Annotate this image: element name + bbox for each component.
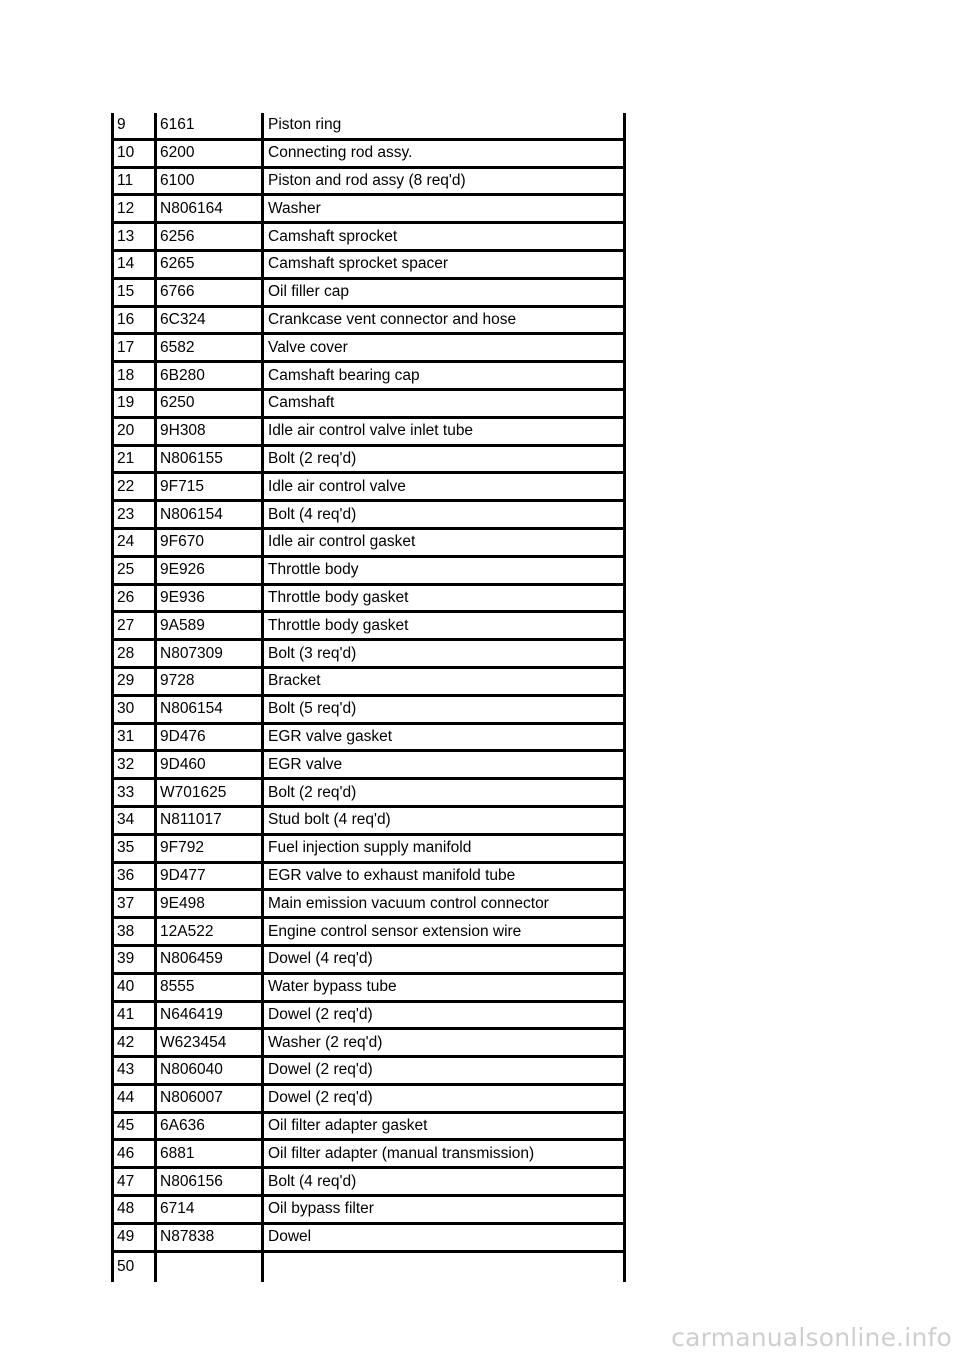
table-row [111, 669, 626, 697]
description-cell: Idle air control valve inlet tube [268, 422, 474, 440]
description-cell: Valve cover [268, 338, 348, 356]
part-number-cell: 8555 [160, 978, 195, 996]
description-cell: Oil filler cap [268, 283, 349, 301]
item-number-cell: 43 [117, 1061, 135, 1079]
part-number-cell: N806154 [160, 700, 223, 718]
table-row [111, 808, 626, 836]
description-cell: Dowel (2 req'd) [268, 1005, 373, 1023]
item-number-cell: 22 [117, 477, 135, 495]
item-number-cell: 34 [117, 811, 135, 829]
part-number-cell: 9F715 [160, 477, 204, 495]
part-number-cell: W623454 [160, 1033, 227, 1051]
part-number-cell: 6A636 [160, 1117, 205, 1135]
part-number-cell: 12A522 [160, 922, 214, 940]
part-number-cell: 9E498 [160, 894, 205, 912]
table-row [111, 919, 626, 947]
part-number-cell [156, 1253, 263, 1276]
description-cell: Oil filter adapter gasket [268, 1117, 428, 1135]
item-number-cell: 29 [117, 672, 135, 690]
part-number-cell: 9A589 [160, 616, 205, 634]
part-number-cell: 9D460 [160, 755, 206, 773]
table-row [111, 725, 626, 753]
item-number-cell: 41 [117, 1005, 135, 1023]
table-row [111, 252, 626, 280]
part-number-cell: 6714 [160, 1200, 195, 1218]
item-number-cell: 33 [117, 783, 135, 801]
description-cell: Engine control sensor extension wire [268, 922, 522, 940]
description-cell: Stud bolt (4 req'd) [268, 811, 391, 829]
table-row [111, 864, 626, 892]
item-number-cell: 25 [117, 561, 135, 579]
description-cell: EGR valve [268, 755, 343, 773]
table-row [111, 502, 626, 530]
item-number-cell: 23 [117, 505, 135, 523]
table-row [111, 335, 626, 363]
item-number-cell: 24 [117, 533, 135, 551]
description-cell: Dowel [268, 1228, 312, 1246]
item-number-cell: 31 [117, 727, 135, 745]
description-cell: Main emission vacuum control connector [268, 894, 549, 912]
description-cell: Crankcase vent connector and hose [268, 310, 517, 328]
item-number-cell: 26 [117, 588, 135, 606]
description-cell: Camshaft bearing cap [268, 366, 420, 384]
table-row [111, 780, 626, 808]
item-number-cell: 17 [117, 338, 135, 356]
table-row [111, 752, 626, 780]
description-cell: Throttle body [268, 561, 359, 579]
table-row [111, 391, 626, 419]
table-row [111, 947, 626, 975]
table-row [111, 586, 626, 614]
part-number-cell: N806007 [160, 1089, 223, 1107]
item-number-cell: 48 [117, 1200, 135, 1218]
part-number-cell: N806040 [160, 1061, 223, 1079]
part-number-cell: 6200 [160, 144, 195, 162]
part-number-cell: 6161 [160, 116, 195, 134]
table-row [111, 1197, 626, 1225]
part-number-cell: 6C324 [160, 310, 206, 328]
part-number-cell: N87838 [160, 1228, 215, 1246]
description-cell: Throttle body gasket [268, 616, 409, 634]
table-row [111, 891, 626, 919]
part-number-cell: 6B280 [160, 366, 205, 384]
part-number-cell: N806154 [160, 505, 223, 523]
description-cell: Dowel (2 req'd) [268, 1089, 373, 1107]
description-cell: Bolt (5 req'd) [268, 700, 357, 718]
part-number-cell: 9F670 [160, 533, 204, 551]
item-number-cell: 20 [117, 422, 135, 440]
part-number-cell: N807309 [160, 644, 223, 662]
table-row [111, 1003, 626, 1031]
part-number-cell: N806164 [160, 199, 223, 217]
description-cell: Piston and rod assy (8 req'd) [268, 171, 466, 189]
part-number-cell: 6766 [160, 283, 195, 301]
item-number-cell: 38 [117, 922, 135, 940]
item-number-cell: 42 [117, 1033, 135, 1051]
part-number-cell: N811017 [160, 811, 222, 829]
item-number-cell: 37 [117, 894, 135, 912]
parts-table [111, 113, 626, 1276]
item-number-cell: 16 [117, 310, 135, 328]
part-number-cell: W701625 [160, 783, 227, 801]
description-cell: Fuel injection supply manifold [268, 839, 472, 857]
item-number-cell: 36 [117, 866, 135, 884]
part-number-cell: 9728 [160, 672, 195, 690]
table-row [111, 1141, 626, 1169]
part-number-cell: 9D476 [160, 727, 206, 745]
item-number-cell: 39 [117, 950, 135, 968]
description-cell: Throttle body gasket [268, 588, 409, 606]
table-row [111, 363, 626, 391]
table-row [111, 141, 626, 169]
item-number-cell: 13 [117, 227, 135, 245]
item-number-cell: 21 [117, 449, 135, 467]
table-row [111, 169, 626, 197]
part-number-cell: 6100 [160, 171, 195, 189]
part-number-cell: N806155 [160, 449, 223, 467]
description-cell: Bolt (4 req'd) [268, 505, 357, 523]
description-cell: EGR valve to exhaust manifold tube [268, 866, 516, 884]
part-number-cell: 9H308 [160, 422, 206, 440]
table-row [111, 1030, 626, 1058]
description-cell: Dowel (2 req'd) [268, 1061, 373, 1079]
part-number-cell: 9D477 [160, 866, 206, 884]
table-row [111, 196, 626, 224]
item-number-cell: 44 [117, 1089, 135, 1107]
item-number-cell: 32 [117, 755, 135, 773]
description-cell: Piston ring [268, 116, 342, 134]
table-row [111, 1114, 626, 1142]
item-number-cell: 50 [117, 1257, 135, 1275]
item-number-cell: 46 [117, 1144, 135, 1162]
item-number-cell: 15 [117, 283, 135, 301]
item-number-cell: 9 [117, 116, 126, 134]
table-row [111, 1086, 626, 1114]
table-row [111, 308, 626, 336]
description-cell: Idle air control valve [268, 477, 406, 495]
part-number-cell: 9E936 [160, 588, 205, 606]
description-cell: Camshaft sprocket spacer [268, 255, 449, 273]
table-row [111, 1225, 626, 1253]
item-number-cell: 35 [117, 839, 135, 857]
table-row [111, 113, 626, 141]
description-cell [263, 1253, 626, 1276]
part-number-cell: N646419 [160, 1005, 223, 1023]
item-number-cell: 12 [117, 199, 135, 217]
part-number-cell: 9E926 [160, 561, 205, 579]
description-cell: EGR valve gasket [268, 727, 393, 745]
item-number-cell: 10 [117, 144, 135, 162]
description-cell: Dowel (4 req'd) [268, 950, 373, 968]
item-number-cell: 45 [117, 1117, 135, 1135]
item-number-cell: 28 [117, 644, 135, 662]
item-number-cell: 14 [117, 255, 135, 273]
table-row [111, 558, 626, 586]
item-number-cell: 11 [117, 171, 134, 189]
item-number-cell: 49 [117, 1228, 135, 1246]
part-number-cell: 6256 [160, 227, 195, 245]
item-number-cell: 19 [117, 394, 135, 412]
item-number-cell: 27 [117, 616, 135, 634]
description-cell: Water bypass tube [268, 978, 397, 996]
table-row [111, 1253, 626, 1276]
item-number-cell: 40 [117, 978, 135, 996]
table-row [111, 224, 626, 252]
description-cell: Bolt (2 req'd) [268, 449, 357, 467]
table-row [111, 641, 626, 669]
table-row [111, 447, 626, 475]
table-row [111, 530, 626, 558]
description-cell: Oil bypass filter [268, 1200, 374, 1218]
part-number-cell: 6250 [160, 394, 195, 412]
item-number-cell: 47 [117, 1172, 135, 1190]
description-cell: Idle air control gasket [268, 533, 416, 551]
item-number-cell: 18 [117, 366, 135, 384]
table-row [111, 1058, 626, 1086]
part-number-cell: 9F792 [160, 839, 204, 857]
description-cell: Camshaft [268, 394, 335, 412]
part-number-cell: 6582 [160, 338, 195, 356]
site-watermark: carmanualsonline.info [671, 1323, 952, 1352]
table-row [111, 419, 626, 447]
table-row [111, 697, 626, 725]
table-row [111, 474, 626, 502]
description-cell: Washer (2 req'd) [268, 1033, 383, 1051]
table-row [111, 836, 626, 864]
table-row [111, 613, 626, 641]
table-row [111, 280, 626, 308]
description-cell: Oil filter adapter (manual transmission) [268, 1144, 535, 1162]
part-number-cell: N806156 [160, 1172, 223, 1190]
description-cell: Bolt (4 req'd) [268, 1172, 357, 1190]
description-cell: Connecting rod assy. [268, 144, 413, 162]
description-cell: Bracket [268, 672, 321, 690]
part-number-cell: 6881 [160, 1144, 195, 1162]
part-number-cell: 6265 [160, 255, 195, 273]
table-row [111, 1169, 626, 1197]
description-cell: Camshaft sprocket [268, 227, 398, 245]
table-row [111, 975, 626, 1003]
description-cell: Bolt (3 req'd) [268, 644, 357, 662]
part-number-cell: N806459 [160, 950, 223, 968]
item-number-cell: 30 [117, 700, 135, 718]
description-cell: Washer [268, 199, 321, 217]
description-cell: Bolt (2 req'd) [268, 783, 357, 801]
